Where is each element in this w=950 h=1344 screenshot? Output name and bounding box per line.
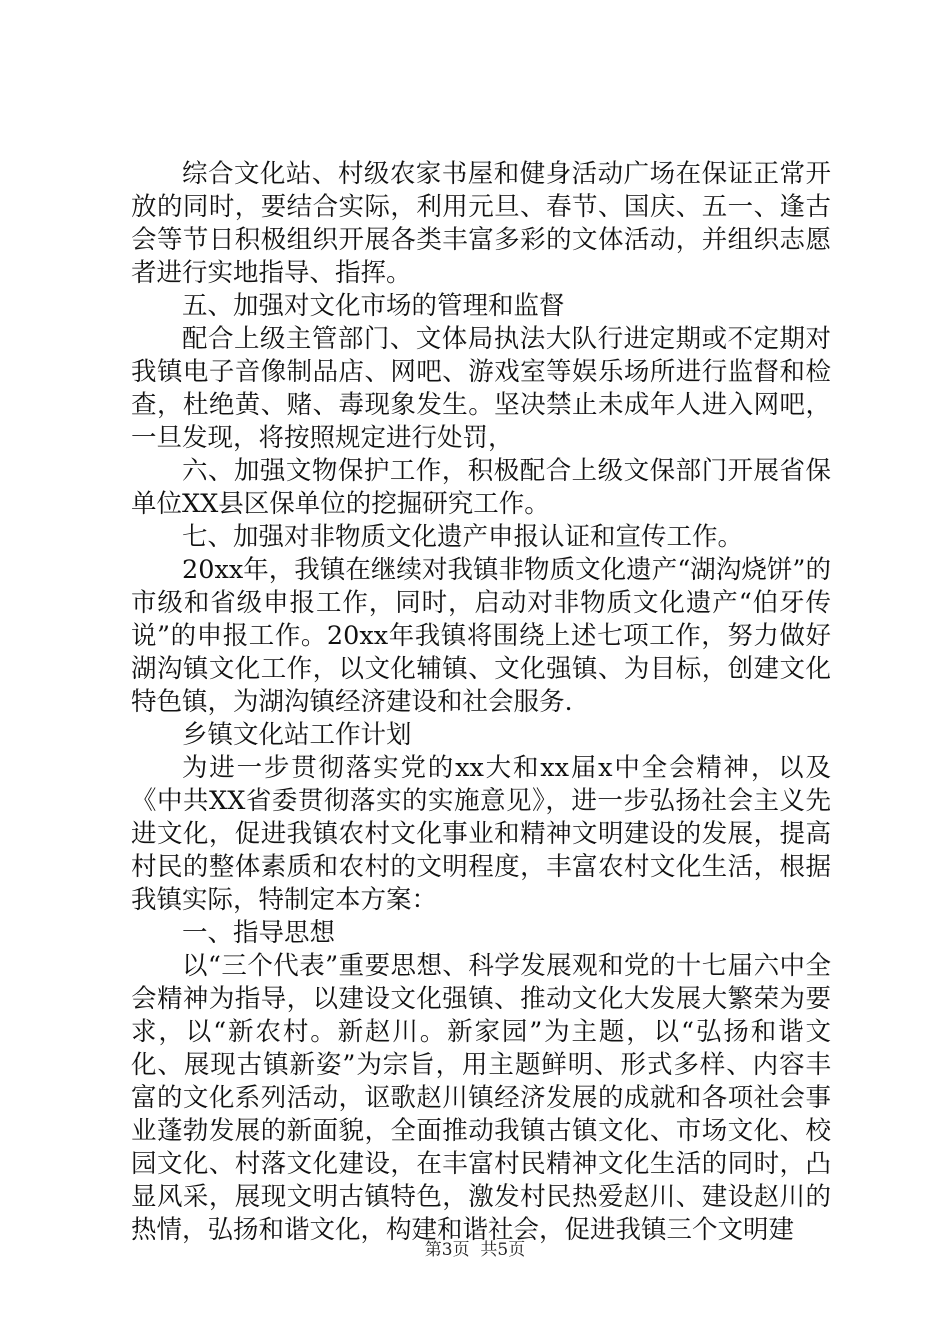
heading-intangible-heritage: 七、加强对非物质文化遗产申报认证和宣传工作。: [182, 522, 744, 552]
document-body: [131, 158, 831, 1247]
heading-market-supervision: 五、加强对文化市场的管理和监督: [182, 291, 565, 321]
paragraph-guiding-ideology: 以“三个代表”重要思想、科学发展观和党的十七届六中全会精神为指导，以建设文化强镇、推动文化大发展大繁荣为要求，以“新农村。新赵川。新家园”为主题，以“弘扬和谐文化、展现古镇新姿”为宗旨，用主题鲜明、形式多样、内容丰富的文化系列活动，讴歌赵川镇经济发展的成就和各项社会事业蓬勃发展的新面貌，全面推动我镇古镇文化、市场文化、校园文化、村落文化建设，在丰富村民精神文化生活的同时，凸显风采，展现文明古镇特色，激发村民热爱赵川、建设赵川的热情，弘扬和谐文化，构建和谐社会，促进我镇三个文明建: [131, 951, 831, 1245]
heading-guiding-ideology: 一、指导思想: [182, 918, 336, 948]
paragraph-cultural-activities: 综合文化站、村级农家书屋和健身活动广场在保证正常开放的同时，要结合实际，利用元旦、春节、国庆、五一、逢古会等节日积极组织开展各类丰富多彩的文体活动，并组织志愿者进行实地指导、指挥。: [131, 159, 831, 288]
heading-heritage-protection: 六、加强文物保护工作，积极配合上级文保部门开展省保单位XX县区保单位的挖掘研究工作。: [131, 456, 831, 519]
paragraph-market-supervision: 配合上级主管部门、文体局执法大队行进定期或不定期对我镇电子音像制品店、网吧、游戏室等娱乐场所进行监督和检查，杜绝黄、赌、毒现象发生。坚决禁止未成年人进入网吧，一旦发现，将按照规定进行处罚，: [131, 324, 831, 453]
paragraph-intangible-heritage: 20xx年，我镇在继续对我镇非物质文化遗产“湖沟烧饼”的市级和省级申报工作，同时，启动对非物质文化遗产“伯牙传说”的申报工作。20xx年我镇将围绕上述七项工作，努力做好湖沟镇文化工作，以文化辅镇、文化强镇、为目标，创建文化特色镇，为湖沟镇经济建设和社会服务.: [131, 555, 831, 717]
heading-work-plan: 乡镇文化站工作计划: [182, 720, 412, 750]
page-number-footer: 第3页 共5页: [424, 1240, 526, 1260]
paragraph-plan-intro: 为进一步贯彻落实党的xx大和xx届x中全会精神，以及《中共XX省委贯彻落实的实施意见》，进一步弘扬社会主义先进文化，促进我镇农村文化事业和精神文明建设的发展，提高村民的整体素质和农村的文明程度，丰富农村文化生活，根据我镇实际，特制定本方案：: [131, 753, 831, 915]
